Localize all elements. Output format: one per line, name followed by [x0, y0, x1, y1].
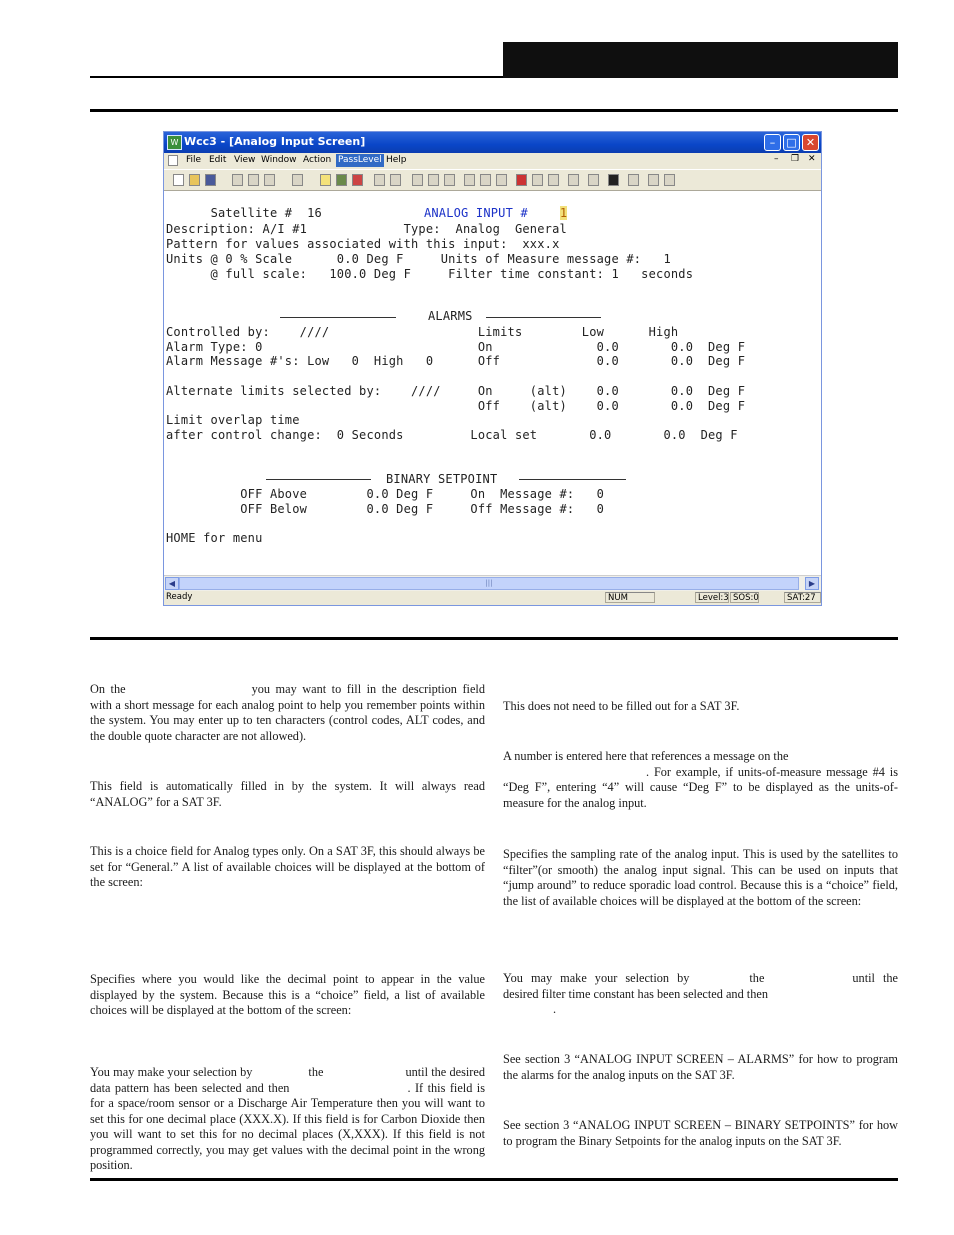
units-scale-line: Units @ 0 % Scale 0.0 Deg F Units of Measure message #: 1 [166, 252, 671, 266]
tool-icon-10[interactable] [548, 174, 559, 186]
tool-icon-16[interactable] [664, 174, 675, 186]
open-icon[interactable] [189, 174, 200, 186]
tool-icon-1[interactable] [374, 174, 385, 186]
alternate-off-line: Off (alt) 0.0 0.0 Deg F [166, 399, 746, 413]
new-icon[interactable] [173, 174, 184, 186]
section-rule [90, 637, 898, 640]
mdi-minimize-button[interactable]: – [774, 154, 779, 164]
units-scale-paragraph: This does not need to be filled out for a SAT 3F. [503, 699, 740, 713]
header-rule-top [90, 76, 503, 78]
off-below-line: OFF Below 0.0 Deg F Off Message #: 0 [166, 502, 605, 516]
tool-icon-5[interactable] [444, 174, 455, 186]
menu-file[interactable]: File [186, 155, 202, 165]
tool-icon-7[interactable] [480, 174, 491, 186]
analog-input-number-paragraph: This field is automatically filled in by the system. It will always read “ANALOG” for a SAT 3F. [90, 779, 485, 809]
menu-action[interactable]: Action [303, 155, 332, 165]
header-black-block [503, 42, 898, 78]
tool-icon-3[interactable] [412, 174, 423, 186]
print-icon[interactable] [292, 174, 303, 186]
home-menu-line: HOME for menu [166, 531, 263, 545]
window-title: Wcc3 - [Analog Input Screen] [184, 135, 366, 148]
pattern-selection-paragraph: You may make your selection by the until the desired data pattern has been selected and then . If this field is for a space/room sensor or a Discharge Air Temperature then you will want to set this for one decimal place (XXX.X). If this field is for Carbon Dioxide then you will want to set this for no decimal places (X,XXX). If this field is not programmed correctly, you may get values with the decimal point in the wrong position. [90, 1065, 486, 1172]
printer-icon[interactable] [336, 174, 347, 186]
status-level: Level:3 [695, 592, 729, 603]
tool-icon-12[interactable] [588, 174, 599, 186]
binary-setpoints-reference-paragraph: See section 3 “ANALOG INPUT SCREEN – BINARY SETPOINTS” for how to program the Binary Setpoints for the analog inputs on the SAT 3F. [503, 1118, 898, 1148]
horizontal-scrollbar[interactable] [164, 575, 821, 591]
description-line: Description: A/I #1 Type: Analog General [166, 222, 567, 236]
header-rule-bottom [90, 109, 898, 112]
limit-overlap-line: Limit overlap time [166, 413, 300, 427]
save-icon[interactable] [205, 174, 216, 186]
tool-icon-11[interactable] [568, 174, 579, 186]
status-ready: Ready [166, 592, 193, 602]
status-num: NUM [605, 592, 655, 603]
maximize-button[interactable]: □ [783, 134, 800, 151]
alarms-rule-right [486, 317, 601, 318]
copy-icon[interactable] [248, 174, 259, 186]
scroll-left-arrow-icon[interactable]: ◀ [165, 577, 179, 590]
app-icon: W [167, 135, 182, 150]
tool-icon-8[interactable] [496, 174, 507, 186]
cut-icon[interactable] [232, 174, 243, 186]
description-field-paragraph: On the you may want to fill in the description field with a short message for each analog point to help you remember points within the system. You may enter up to ten characters (control codes, ALT codes, and the double quote character are not allowed). [90, 682, 485, 743]
binary-rule-right [519, 479, 626, 480]
off-above-line: OFF Above 0.0 Deg F On Message #: 0 [166, 487, 605, 501]
menu-bar [164, 153, 821, 169]
help-icon[interactable] [320, 174, 331, 186]
terminal-screen [164, 191, 821, 575]
close-button[interactable]: ✕ [802, 134, 819, 151]
pattern-paragraph: Specifies where you would like the decimal point to appear in the value displayed by the system. Because this is a “choice” field, a list of available choices will be displayed at the bottom of the screen: [90, 972, 485, 1017]
menu-help[interactable]: Help [386, 155, 407, 165]
scroll-right-arrow-icon[interactable]: ▶ [805, 577, 819, 590]
tool-icon-6[interactable] [464, 174, 475, 186]
status-bar [164, 591, 821, 605]
alarm-type-line: Alarm Type: 0 On 0.0 0.0 Deg F [166, 340, 746, 354]
alarms-rule-left [280, 317, 396, 318]
minimize-button[interactable]: – [764, 134, 781, 151]
alternate-limits-line: Alternate limits selected by: //// On (alt) 0.0 0.0 Deg F [166, 384, 746, 398]
satellite-number: Satellite # 16 [210, 206, 322, 220]
footer-rule [90, 1178, 898, 1181]
filter-time-paragraph: Specifies the sampling rate of the analog input. This is used by the satellites to “filter”(or smooth) the analog input signal. This can be used on inputs that “jump around” to reduce sporadic load control. Because this is a “choice” field, the list of available choices will be displayed at the bottom of the screen: [503, 847, 898, 908]
toolbar [164, 169, 821, 191]
tool-icon-15[interactable] [648, 174, 659, 186]
analog-input-number[interactable]: 1 [559, 206, 568, 220]
menu-view[interactable]: View [234, 155, 256, 165]
status-sos: SOS:0 [730, 592, 759, 603]
units-of-measure-paragraph: A number is entered here that references a message on the . For example, if units-of-measure message #4 is “Deg F”, entering “4” will cause “Deg F” to be displayed as the units-of-measure for the analog input. [503, 749, 898, 810]
menu-passlevel[interactable]: PassLevel [338, 155, 382, 165]
printer-red-icon[interactable] [352, 174, 363, 186]
doc-icon [168, 155, 178, 166]
app-window [163, 131, 822, 606]
paste-icon[interactable] [264, 174, 275, 186]
tool-icon-2[interactable] [390, 174, 401, 186]
controlled-by-line: Controlled by: //// Limits Low High [166, 325, 679, 339]
status-sat: SAT:27 [784, 592, 821, 603]
alarm-icon[interactable] [516, 174, 527, 186]
scroll-thumb[interactable]: ||| [179, 577, 799, 590]
pattern-line: Pattern for values associated with this input: xxx.x [166, 237, 560, 251]
binary-setpoint-heading: BINARY SETPOINT [386, 472, 498, 486]
alarms-heading: ALARMS [428, 309, 473, 323]
type-paragraph: This is a choice field for Analog types only. On a SAT 3F, this should always be set for “General.” A list of available choices will be displayed at the bottom of the screen: [90, 844, 485, 889]
control-change-line: after control change: 0 Seconds Local set 0.0 0.0 Deg F [166, 428, 738, 442]
screen-title: ANALOG INPUT # [423, 206, 528, 220]
alarms-reference-paragraph: See section 3 “ANALOG INPUT SCREEN – ALARMS” for how to program the alarms for the analog inputs on the SAT 3F. [503, 1052, 898, 1082]
tool-icon-9[interactable] [532, 174, 543, 186]
menu-edit[interactable]: Edit [209, 155, 227, 165]
title-bar [164, 132, 821, 153]
tool-icon-14[interactable] [628, 174, 639, 186]
tool-icon-4[interactable] [428, 174, 439, 186]
tool-icon-13[interactable] [608, 174, 619, 186]
mdi-close-button[interactable]: ✕ [808, 154, 816, 164]
full-scale-line: @ full scale: 100.0 Deg F Filter time constant: 1 seconds [166, 267, 694, 281]
menu-window[interactable]: Window [261, 155, 297, 165]
filter-selection-paragraph: You may make your selection by the until the desired filter time constant has been selected and then . [503, 971, 898, 1016]
alarm-message-line: Alarm Message #'s: Low 0 High 0 Off 0.0 0.0 Deg F [166, 354, 746, 368]
mdi-restore-button[interactable]: ❐ [791, 154, 800, 164]
binary-rule-left [266, 479, 371, 480]
